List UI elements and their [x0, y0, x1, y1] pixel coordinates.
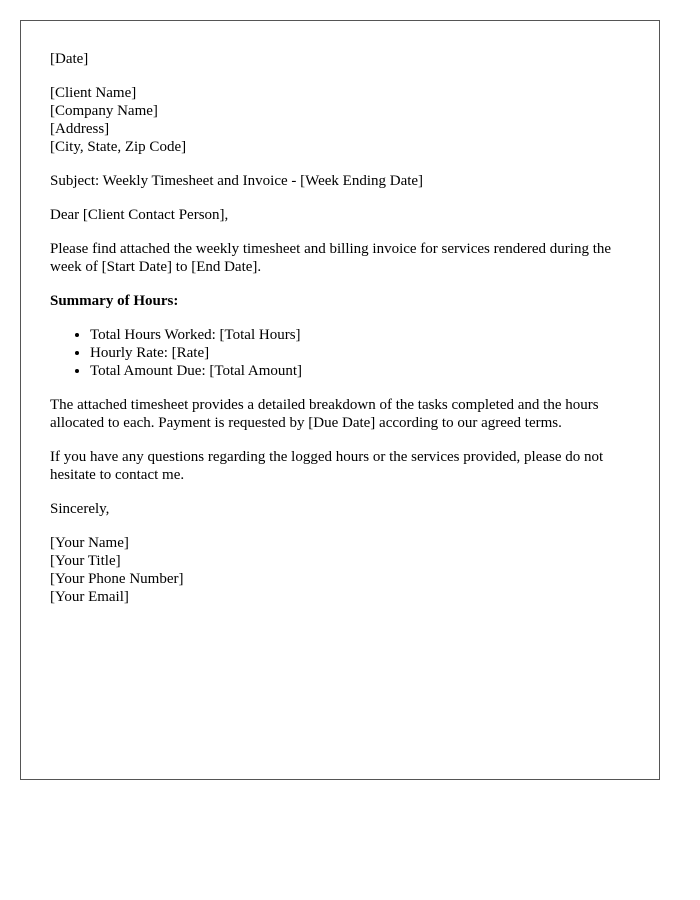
signature-title: [Your Title]	[50, 553, 121, 569]
letter-page	[20, 20, 660, 780]
letter-questions-paragraph: If you have any questions regarding the logged hours or the services provided, please do not hesitate to contact me.	[50, 449, 604, 483]
signature-phone: [Your Phone Number]	[50, 571, 184, 587]
summary-list	[50, 326, 640, 380]
letter-intro-paragraph: Please find attached the weekly timesheet and billing invoice for services rendered during the week of [Start Date] to [End Date].	[50, 241, 612, 275]
letter-details-paragraph: The attached timesheet provides a detailed breakdown of the tasks completed and the hours allocated to each. Payment is requested by [Due Date] according to our agreed terms.	[50, 397, 599, 431]
signature-email: [Your Email]	[50, 589, 129, 605]
letter-subject: Subject: Weekly Timesheet and Invoice - [Week Ending Date]	[50, 173, 424, 189]
recipient-address: [Address]	[50, 121, 110, 137]
recipient-city-state-zip: [City, State, Zip Code]	[50, 139, 187, 155]
signature-block	[50, 534, 640, 606]
summary-item-hourly-rate: • Hourly Rate: [Rate]	[90, 344, 640, 362]
signature-name: [Your Name]	[50, 535, 129, 551]
letter-date: [Date]	[50, 51, 89, 67]
summary-item-total-hours: • Total Hours Worked: [Total Hours]	[90, 326, 640, 344]
summary-heading: Summary of Hours:	[50, 293, 179, 309]
recipient-client-name: [Client Name]	[50, 85, 137, 101]
letter-salutation: Dear [Client Contact Person],	[50, 207, 229, 223]
letter-body	[50, 50, 640, 622]
summary-item-total-amount: • Total Amount Due: [Total Amount]	[90, 362, 640, 380]
recipient-company-name: [Company Name]	[50, 103, 158, 119]
recipient-address-block	[50, 84, 640, 156]
letter-closing: Sincerely,	[50, 501, 110, 517]
